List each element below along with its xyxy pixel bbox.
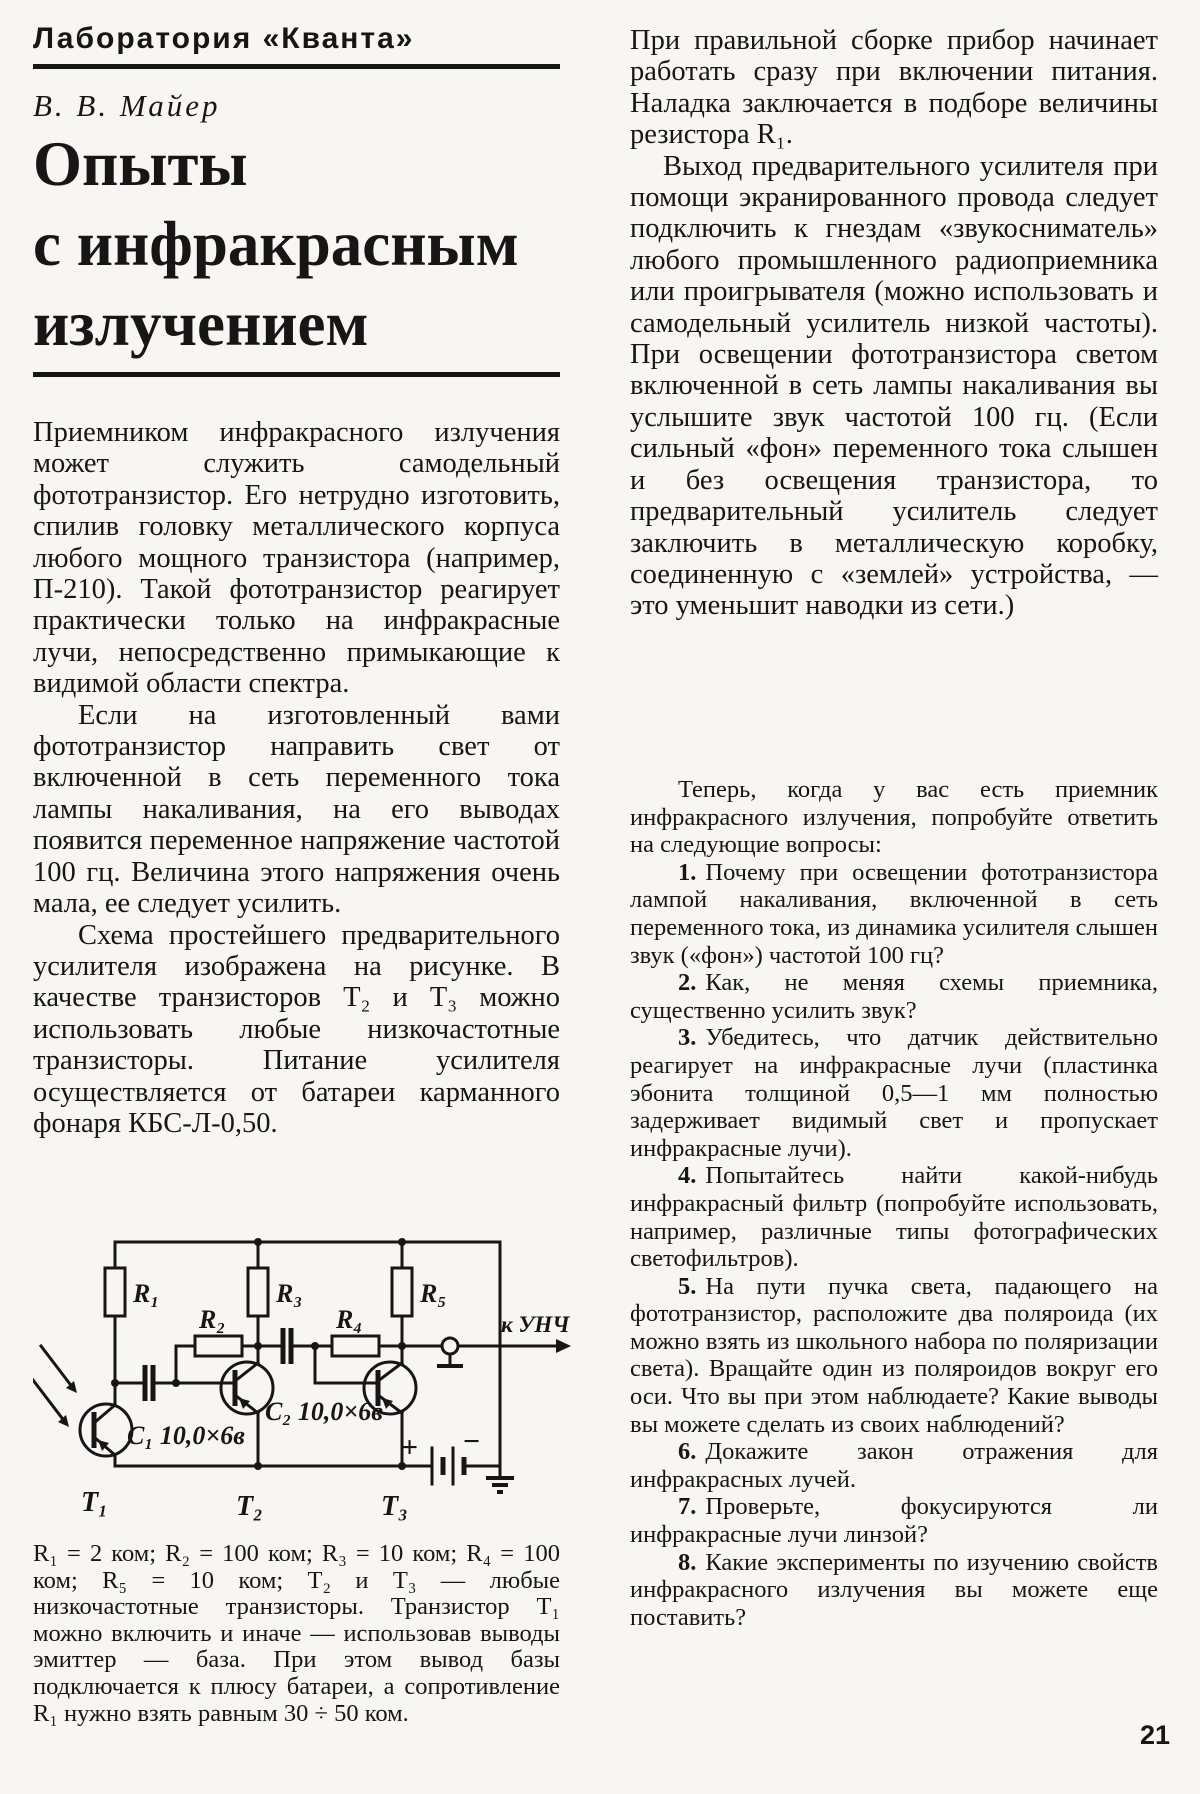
question-item <box>630 1438 1158 1493</box>
question-number: 6. <box>678 1438 697 1466</box>
divider-rule <box>33 64 560 69</box>
capacitor-c2-symbol <box>283 1328 291 1364</box>
battery-symbol <box>432 1448 464 1484</box>
article-body-right <box>630 25 1158 622</box>
question-text: На пути пучка света, падающего на фототранзистор, расположите два поляроида (их можно взять из школьного набора по поляризации света). Вращайте один из поляроидов вокруг его оси. Что вы при этом наблюдаете? Какие выводы вы можете сделать из своих наблюдений? <box>630 1272 1158 1438</box>
resistor-r4-symbol <box>332 1336 379 1356</box>
resistor-r5-symbol <box>392 1268 412 1316</box>
phototransistor-t1-symbol <box>80 1404 132 1456</box>
question-item <box>630 969 1158 1024</box>
body-paragraph: При правильной сборке прибор начинает работать сразу при включении питания. Наладка заключается в подборе величины резистора R₁. <box>630 25 1158 151</box>
label-c1: C₁ 10,0×6в <box>127 1421 245 1450</box>
question-number: 1. <box>678 858 697 886</box>
ground-icon <box>486 1478 514 1492</box>
label-t3: Т₃ <box>381 1491 408 1522</box>
label-r1: R₁ <box>133 1279 160 1308</box>
question-item <box>630 1549 1158 1632</box>
label-r2: R₂ <box>199 1305 226 1334</box>
label-r4: R₄ <box>336 1305 363 1334</box>
article-title-line-2: с инфракрасным <box>33 209 519 279</box>
light-arrows-icon <box>33 1346 77 1427</box>
question-number: 5. <box>678 1272 697 1300</box>
article-title-line-3: излучением <box>33 289 369 359</box>
body-paragraph: Выход предварительного усилителя при помощи экранированного провода следует подключить к гнездам «звукосниматель» любого промышленного радиоприемника или проигрывателя (можно использовать и самодельный усилитель низкой частоты). При освещении фототранзистора светом включенной в сеть лампы накаливания вы услышите звук частотой 100 гц. (Если сильный «фон» переменного тока слышен и без освещения транзистора, то предварительный усилитель следует заключить в металлическую коробку, соединенную с «землей» устройства, — это уменьшит наводки из сети.) <box>630 150 1158 622</box>
question-text: Попытайтесь найти какой-нибудь инфракрасный фильтр (попробуйте использовать, например, различные типы фотографических светофильтров). <box>630 1162 1158 1273</box>
label-battery-minus: − <box>463 1425 481 1458</box>
article-body-left <box>33 417 560 1139</box>
right-column <box>630 0 1158 1794</box>
question-item <box>630 1162 1158 1272</box>
question-number: 4. <box>678 1162 697 1190</box>
to-amplifier-arrow <box>556 1339 571 1353</box>
question-number: 2. <box>678 969 697 997</box>
question-number: 8. <box>678 1548 697 1576</box>
question-item <box>630 1273 1158 1439</box>
page-number: 21 <box>1140 1720 1171 1750</box>
label-t2: Т₂ <box>236 1491 263 1522</box>
body-paragraph: Схема простейшего предварительного усилителя изображена на рисунке. В качестве транзисторов Т₂ и Т₃ можно использовать любые низкочастотные транзисторы. Питание усилителя осуществляется от батареи карманного фонаря КБС-Л-0,50. <box>33 919 560 1139</box>
label-c2: C₂ 10,0×6в <box>265 1397 383 1426</box>
question-number: 7. <box>678 1493 697 1521</box>
label-t1: Т₁ <box>81 1487 108 1518</box>
circuit-diagram <box>33 1228 573 1540</box>
label-r5: R₅ <box>420 1279 447 1308</box>
question-text: Почему при освещении фототранзистора лампой накаливания, включенной в сеть переменного тока, из динамика усилителя слышен звук («фон») частотой 100 гц? <box>630 858 1158 969</box>
question-number: 3. <box>678 1024 697 1052</box>
body-paragraph: Если на изготовленный вами фототранзистор направить свет от включенной в сеть переменного тока лампы накаливания, на его выводах появится переменное напряжение частотой 100 гц. Величина этого напряжения очень мала, ее следует усилить. <box>33 699 560 920</box>
article-title <box>33 124 519 364</box>
rubric-label: Лаборатория «Кванта» <box>33 22 415 55</box>
body-paragraph: Приемником инфракрасного излучения может служить самодельный фототранзистор. Его нетрудно изготовить, спилив головку металлического корпуса любого мощного транзистора (например, П-210). Такой фототранзистор реагирует практически только на инфракрасные лучи, непосредственно примыкающие к видимой области спектра. <box>33 417 560 700</box>
resistor-r1-symbol <box>105 1268 125 1316</box>
article-title-line-1: Опыты <box>33 129 248 199</box>
label-r3: R₃ <box>276 1279 303 1308</box>
question-text: Какие эксперименты по изучению свойств инфракрасного излучения вы можете еще поставить? <box>630 1548 1158 1631</box>
resistor-r3-symbol <box>248 1268 268 1316</box>
divider-rule <box>33 372 560 377</box>
question-item <box>630 1493 1158 1548</box>
figure-caption: R₁ = 2 ком; R₂ = 100 ком; R₃ = 10 ком; R₄ = 100 ком; R₅ = 10 ком; Т₂ и Т₃ — любые низкочастотные транзисторы. Транзистор Т₁ можно включить и иначе — использовав выводы эмиттер — база. При этом вывод базы подключается к плюсу батареи, а сопротивление R₁ нужно взять равным 30 ÷ 50 ком. <box>33 1540 560 1727</box>
label-battery-plus: + <box>401 1431 419 1464</box>
output-jack-icon <box>437 1338 463 1366</box>
exercises-intro: Теперь, когда у вас есть приемник инфракрасного излучения, попробуйте ответить на следующие вопросы: <box>630 776 1158 859</box>
question-text: Как, не меняя схемы приемника, существенно усилить звук? <box>630 969 1158 1024</box>
capacitor-c1-symbol <box>145 1365 153 1401</box>
question-text: Проверьте, фокусируются ли инфракрасные лучи линзой? <box>630 1493 1158 1549</box>
author-byline: В. В. Майер <box>33 88 221 123</box>
label-to-amplifier: к УНЧ <box>501 1312 570 1337</box>
question-text: Убедитесь, что датчик действительно реагирует на инфракрасные лучи (пластинка эбонита толщиной 0,5—1 мм полностью задерживает видимый свет и пропускает инфракрасные лучи). <box>630 1024 1158 1162</box>
resistor-r2-symbol <box>195 1336 242 1356</box>
question-text: Докажите закон отражения для инфракрасных лучей. <box>630 1438 1158 1493</box>
exercises-section <box>630 776 1158 1631</box>
question-item <box>630 1024 1158 1162</box>
question-item <box>630 859 1158 969</box>
